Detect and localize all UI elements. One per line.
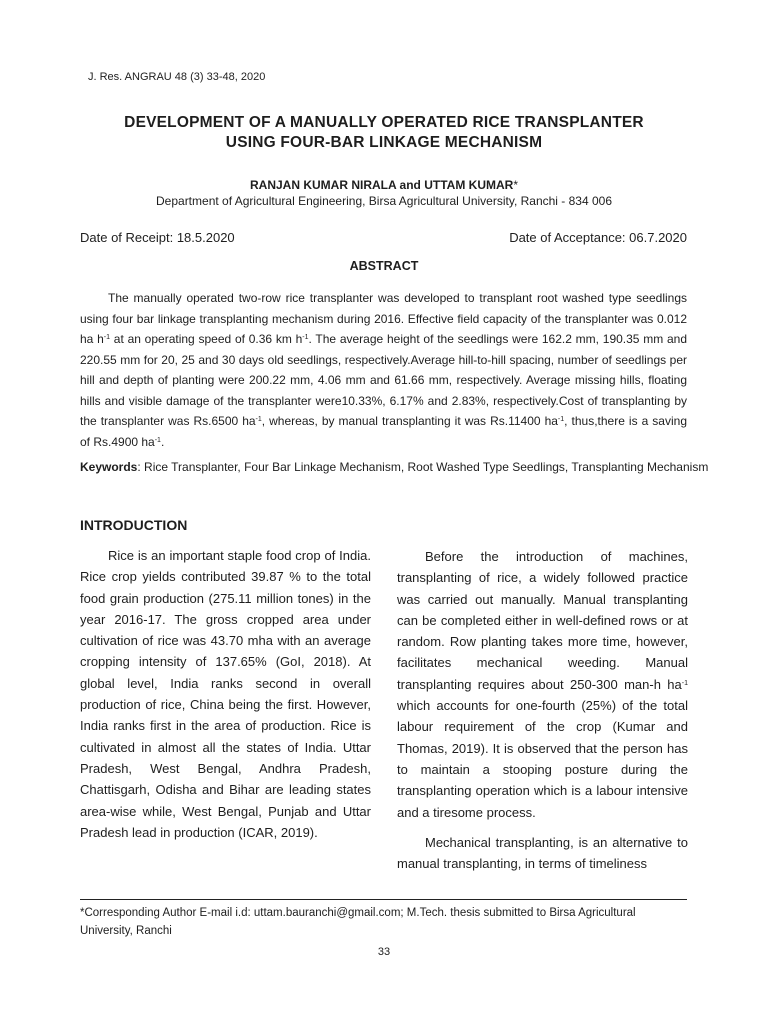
date-of-acceptance: Date of Acceptance: 06.7.2020 [509, 230, 687, 245]
abstract-segment: , whereas, by manual transplanting it was Rs.11400 ha [261, 414, 558, 428]
superscript: -1 [103, 334, 111, 341]
keywords [80, 457, 758, 478]
paper-title [60, 113, 708, 153]
footnote-divider [80, 899, 687, 900]
author-names: RANJAN KUMAR NIRALA and UTTAM KUMAR [250, 178, 514, 192]
date-of-receipt: Date of Receipt: 18.5.2020 [80, 230, 235, 245]
introduction-heading: INTRODUCTION [80, 517, 188, 533]
superscript: -1 [681, 679, 688, 687]
keywords-label: Keywords [80, 460, 138, 474]
page-number: 33 [377, 946, 391, 958]
authors [60, 178, 708, 192]
superscript: -1 [557, 416, 565, 423]
title-line-1: DEVELOPMENT OF A MANUALLY OPERATED RICE TRANSPLANTER [124, 114, 644, 131]
corresponding-author-mark: * [513, 178, 518, 192]
introduction-paragraph: Mechanical transplanting, is an alternative to manual transplanting, in terms of timeliness [397, 834, 688, 872]
abstract-segment: , thus,there is a saving of Rs.4900 ha [80, 414, 687, 449]
superscript: -1 [154, 436, 161, 444]
introduction-paragraph [397, 546, 688, 823]
journal-reference: J. Res. ANGRAU 48 (3) 33-48, 2020 [88, 71, 266, 83]
abstract-segment: . [160, 434, 165, 449]
abstract-segment: . The average height of the seedlings were 162.2 mm, 190.35 mm and 220.55 mm for 20, 25 and 30 days old seedlings, respectively.Average hill-to-hill spacing, number of seedlings per hill and depth of planting were 200.22 mm, 4.06 mm and 61.66 mm, respectively. Average missing hills, floating hills and visible damage of the transplanter were10.33%, 6.17% and 2.83%, respectively.Cost of transplanting by the transplanter was Rs.6500 ha [80, 332, 688, 428]
abstract-segment: The manually operated two-row rice transplanter was developed to transplant root washed type seedlings using four bar linkage transplanting mechanism during 2016. Effective field capacity of the transplanter was 0.012 ha h [80, 291, 687, 346]
abstract-text [80, 288, 687, 452]
left-column [80, 545, 371, 843]
abstract-heading: ABSTRACT [349, 259, 419, 273]
paragraph-segment: which accounts for one-fourth (25%) of the total labour requirement of the crop (Kumar and Thomas, 2019). It is observed that the person has to maintain a stooping posture during the transplanting operation which is a labour intensive and a tiresome process. [397, 698, 688, 820]
right-column [397, 546, 688, 874]
keywords-text: : Rice Transplanter, Four Bar Linkage Mechanism, Root Washed Type Seedlings, Transplanting Mechanism [137, 460, 709, 474]
superscript: -1 [255, 416, 262, 423]
title-line-2: USING FOUR-BAR LINKAGE MECHANISM [225, 134, 543, 151]
introduction-paragraph: Rice is an important staple food crop of India. Rice crop yields contributed 39.87 % to the total food grain production (275.11 million tones) in the year 2016-17. The gross cropped area under cultivation of rice was 43.70 mha with an average cropping intensity of 137.65% (GoI, 2018). At global level, India ranks second in overall production of rice, China being the first. However, India ranks first in the area of production. Rice is cultivated in almost all the states of India. Uttar Pradesh, West Bengal, Andhra Pradesh, Chattisgarh, Odisha and Bihar are leading states area-wise while, West Bengal, Punjab and Uttar Pradesh lead in production (ICAR, 2019). [80, 548, 371, 840]
dates-row [80, 230, 687, 245]
superscript: -1 [302, 334, 309, 341]
paragraph-segment: Before the introduction of machines, transplanting of rice, a widely followed practice was carried out manually. Manual transplanting can be completed either in well-defined rows or at random. Row planting takes more time, however, facilitates mechanical weeding. Manual transplanting requires about 250-300 man-h ha [397, 549, 688, 692]
affiliation: Department of Agricultural Engineering, Birsa Agricultural University, Ranchi - 834 006 [156, 194, 612, 208]
footnote: *Corresponding Author E-mail i.d: uttam.bauranchi@gmail.com; M.Tech. thesis submitted to Birsa Agricultural University, Ranchi [80, 907, 636, 937]
abstract-segment: at an operating speed of 0.36 km h [110, 332, 303, 346]
